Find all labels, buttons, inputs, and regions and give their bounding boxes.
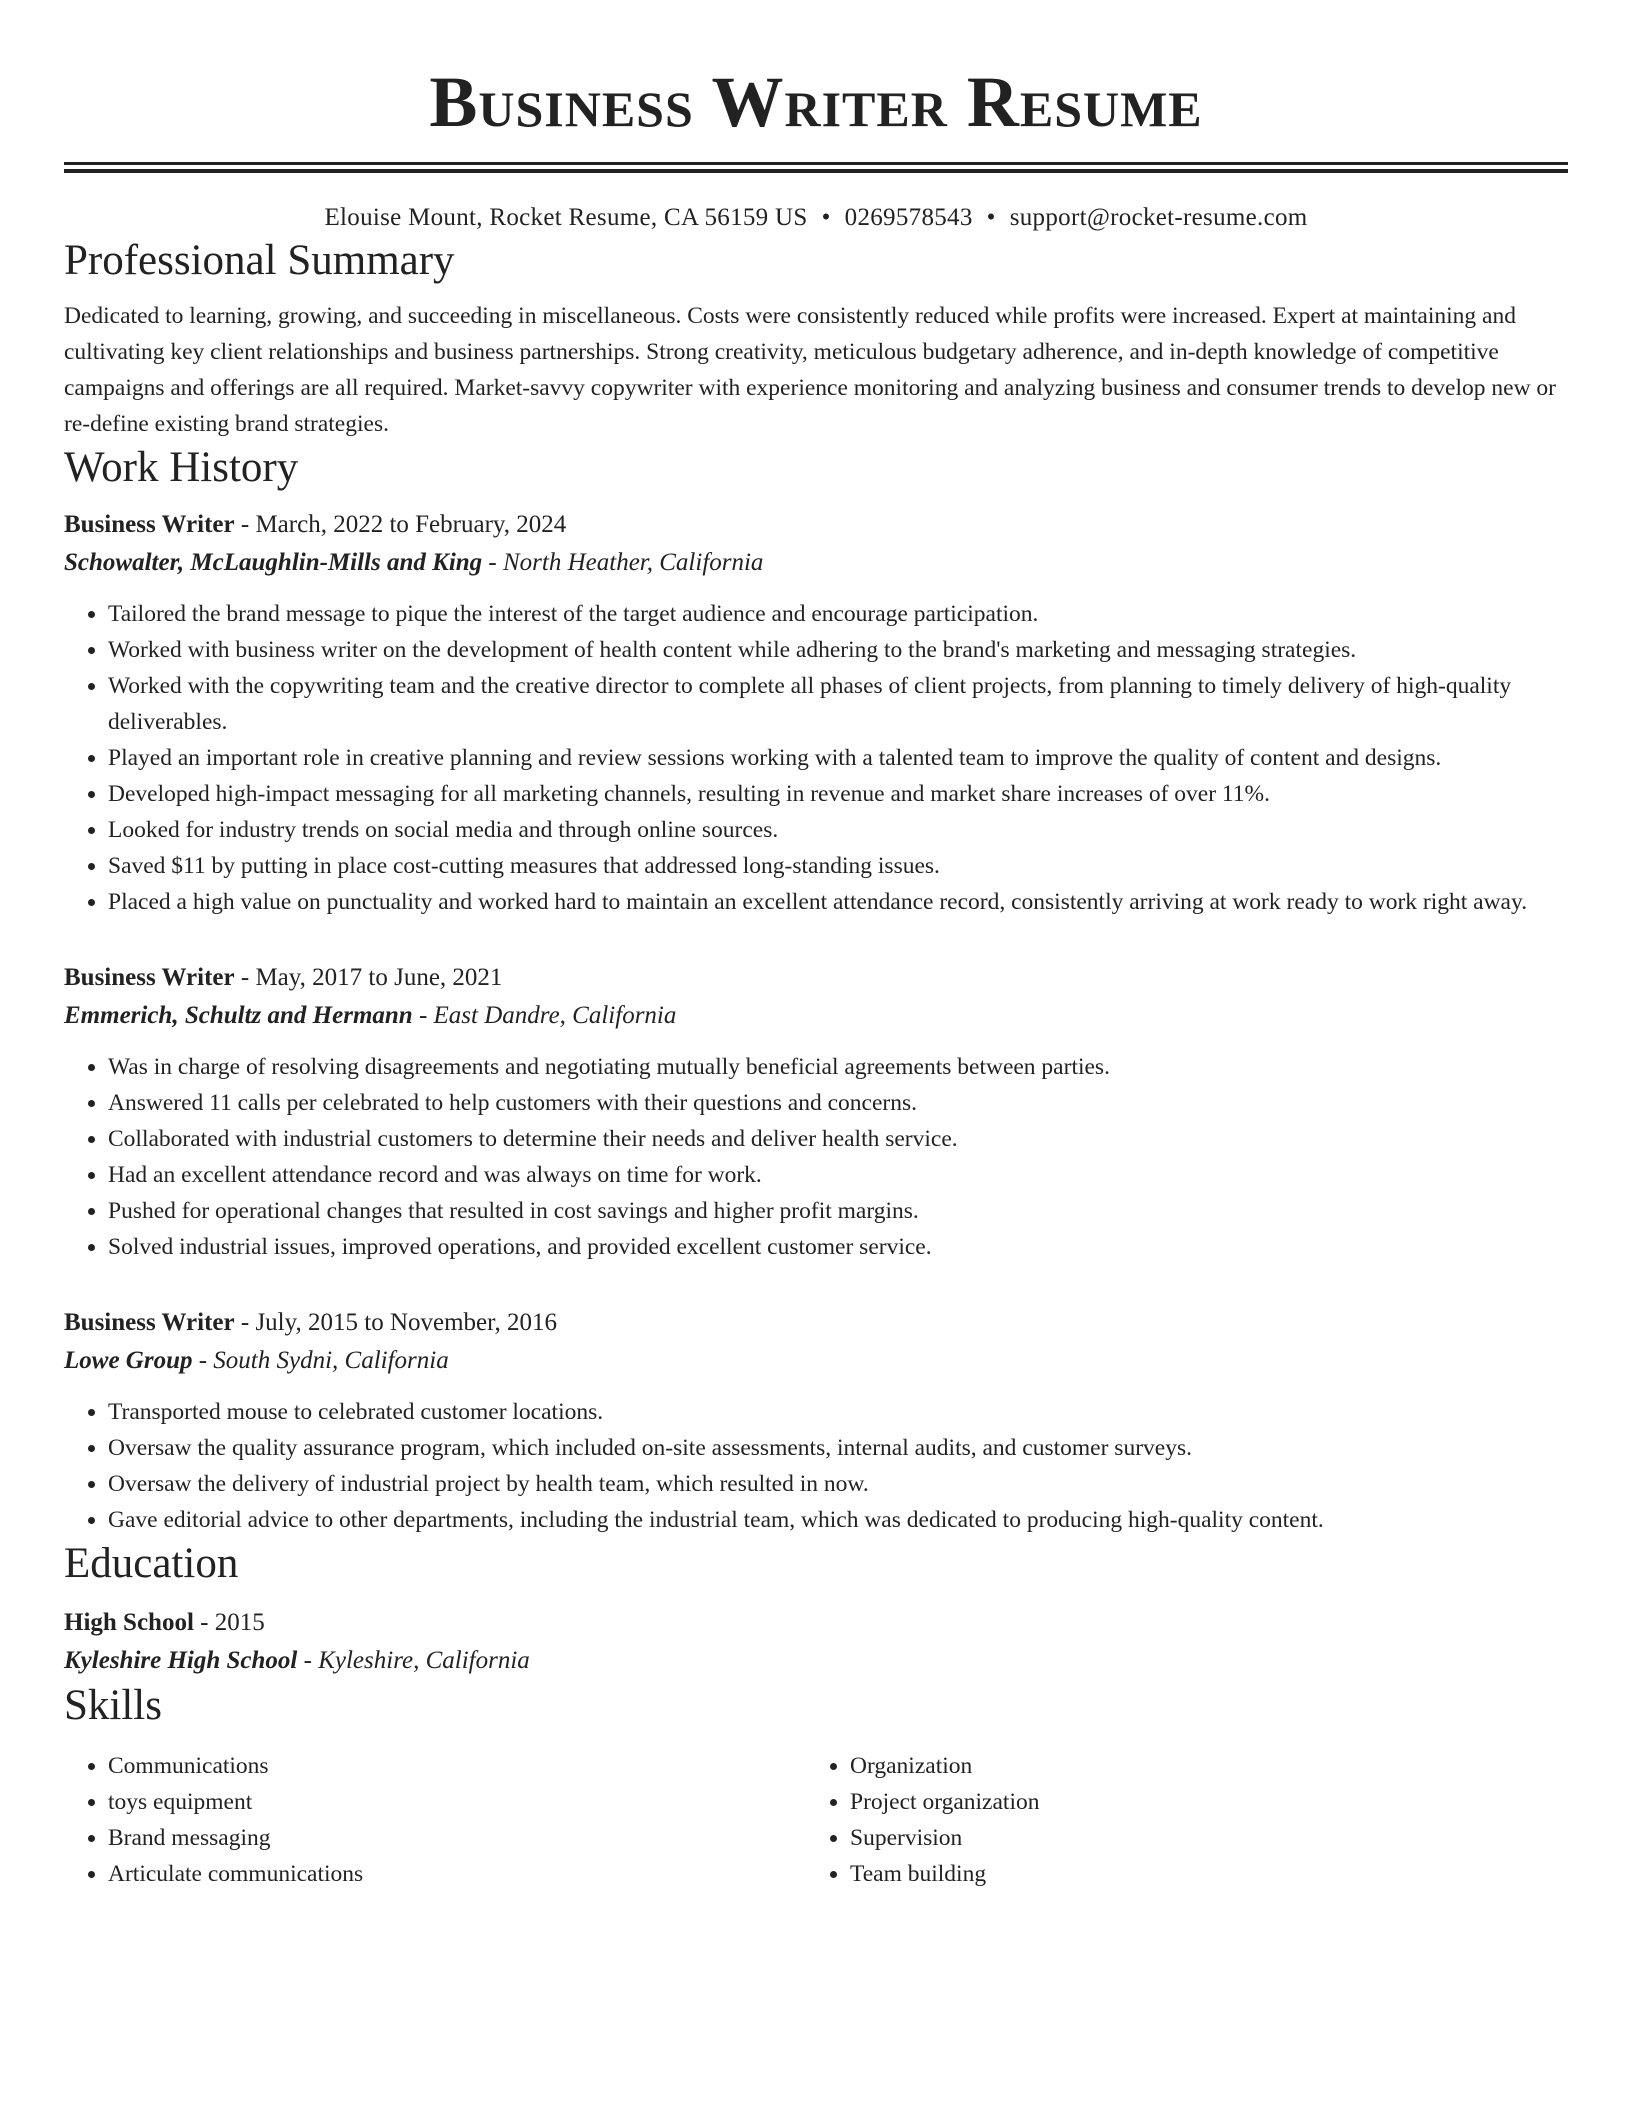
list-item: • Collaborated with industrial customers to determine their needs and deliver health service. xyxy=(108,1121,1568,1157)
job-role: Business Writer xyxy=(64,964,235,991)
contact-phone: 0269578543 xyxy=(844,204,973,231)
job-duties-list xyxy=(64,1394,1568,1538)
graduation-year: - 2015 xyxy=(193,1609,265,1636)
page-title: Business Writer Resume xyxy=(429,62,1203,142)
employer-location: - South Sydni, California xyxy=(192,1347,449,1374)
list-item: • toys equipment xyxy=(108,1784,806,1820)
list-item: • Oversaw the quality assurance program, which included on-site assessments, internal audits, and customer surveys. xyxy=(108,1430,1568,1466)
list-item: • Organization xyxy=(850,1748,1548,1784)
skills-list-right xyxy=(806,1748,1548,1892)
contact-line xyxy=(64,201,1568,235)
employer-name: Lowe Group xyxy=(64,1347,193,1374)
employer-line xyxy=(64,997,1568,1035)
list-item: • Oversaw the delivery of industrial project by health team, which resulted in now. xyxy=(108,1466,1568,1502)
job-role: Business Writer xyxy=(64,1309,235,1336)
list-item: • Worked with business writer on the development of health content while adhering to the brand's marketing and messaging strategies. xyxy=(108,632,1568,668)
list-item: • Brand messaging xyxy=(108,1820,806,1856)
job-entry xyxy=(64,506,1568,920)
job-title-line xyxy=(64,506,1568,544)
list-item: • Transported mouse to celebrated customer locations. xyxy=(108,1394,1568,1430)
list-item: • Tailored the brand message to pique the interest of the target audience and encourage participation. xyxy=(108,596,1568,632)
employer-location: - East Dandre, California xyxy=(412,1002,677,1029)
job-dates: - May, 2017 to June, 2021 xyxy=(234,964,503,991)
skills-columns xyxy=(64,1748,1568,1892)
job-entry xyxy=(64,1304,1568,1538)
title-divider xyxy=(64,162,1568,173)
list-item: • Gave editorial advice to other departments, including the industrial team, which was dedicated to producing high-quality content. xyxy=(108,1502,1568,1538)
job-entry xyxy=(64,959,1568,1265)
job-dates: - March, 2022 to February, 2024 xyxy=(234,511,567,538)
employer-location: - North Heather, California xyxy=(482,549,764,576)
list-item: • Looked for industry trends on social media and through online sources. xyxy=(108,812,1568,848)
list-item: • Articulate communications xyxy=(108,1856,806,1892)
degree-name: High School xyxy=(64,1609,194,1636)
list-item: • Answered 11 calls per celebrated to help customers with their questions and concerns. xyxy=(108,1085,1568,1121)
summary-text: Dedicated to learning, growing, and succeeding in miscellaneous. Costs were consistently reduced while profits were increased. Expert at maintaining and cultivating key client relationships and business partnerships. Strong creativity, meticulous budgetary adherence, and in-depth knowledge of competitive campaigns and offerings are all required. Market-savvy copywriter with experience monitoring and analyzing business and consumer trends to develop new or re-define existing brand strategies. xyxy=(64,303,1556,437)
contact-email: support@rocket-resume.com xyxy=(1009,204,1308,231)
list-item: • Played an important role in creative planning and review sessions working with a talented team to improve the quality of content and designs. xyxy=(108,740,1568,776)
list-item: • Communications xyxy=(108,1748,806,1784)
list-item: • Team building xyxy=(850,1856,1548,1892)
list-item: • Saved $11 by putting in place cost-cutting measures that addressed long-standing issues. xyxy=(108,848,1568,884)
contact-address: Elouise Mount, Rocket Resume, CA 56159 US xyxy=(324,204,808,231)
employer-line xyxy=(64,1342,1568,1380)
degree-line xyxy=(64,1604,1568,1642)
summary-heading: Professional Summary xyxy=(64,237,455,284)
job-dates: - July, 2015 to November, 2016 xyxy=(234,1309,557,1336)
employer-line xyxy=(64,544,1568,582)
work-history-heading: Work History xyxy=(64,444,299,491)
bullet-separator: • xyxy=(986,204,996,231)
list-item: • Solved industrial issues, improved operations, and provided excellent customer service. xyxy=(108,1229,1568,1265)
employer-name: Schowalter, McLaughlin-Mills and King xyxy=(64,549,483,576)
skills-list-left xyxy=(64,1748,806,1892)
bullet-separator: • xyxy=(821,204,831,231)
job-title-line xyxy=(64,1304,1568,1342)
list-item: • Developed high-impact messaging for all marketing channels, resulting in revenue and market share increases of over 11%. xyxy=(108,776,1568,812)
employer-name: Emmerich, Schultz and Hermann xyxy=(64,1002,413,1029)
list-item: • Was in charge of resolving disagreements and negotiating mutually beneficial agreements between parties. xyxy=(108,1049,1568,1085)
education-heading: Education xyxy=(64,1540,239,1587)
list-item: • Supervision xyxy=(850,1820,1548,1856)
list-item: • Placed a high value on punctuality and worked hard to maintain an excellent attendance record, consistently arriving at work ready to work right away. xyxy=(108,884,1568,920)
list-item: • Project organization xyxy=(850,1784,1548,1820)
skills-heading: Skills xyxy=(64,1682,162,1729)
job-duties-list xyxy=(64,596,1568,920)
job-role: Business Writer xyxy=(64,511,235,538)
job-title-line xyxy=(64,959,1568,997)
school-line xyxy=(64,1642,1568,1680)
education-entry xyxy=(64,1604,1568,1680)
list-item: • Pushed for operational changes that resulted in cost savings and higher profit margins. xyxy=(108,1193,1568,1229)
school-location: - Kyleshire, California xyxy=(297,1647,530,1674)
list-item: • Worked with the copywriting team and the creative director to complete all phases of client projects, from planning to timely delivery of high-quality deliverables. xyxy=(108,668,1568,740)
job-duties-list xyxy=(64,1049,1568,1265)
list-item: • Had an excellent attendance record and was always on time for work. xyxy=(108,1157,1568,1193)
school-name: Kyleshire High School xyxy=(64,1647,298,1674)
